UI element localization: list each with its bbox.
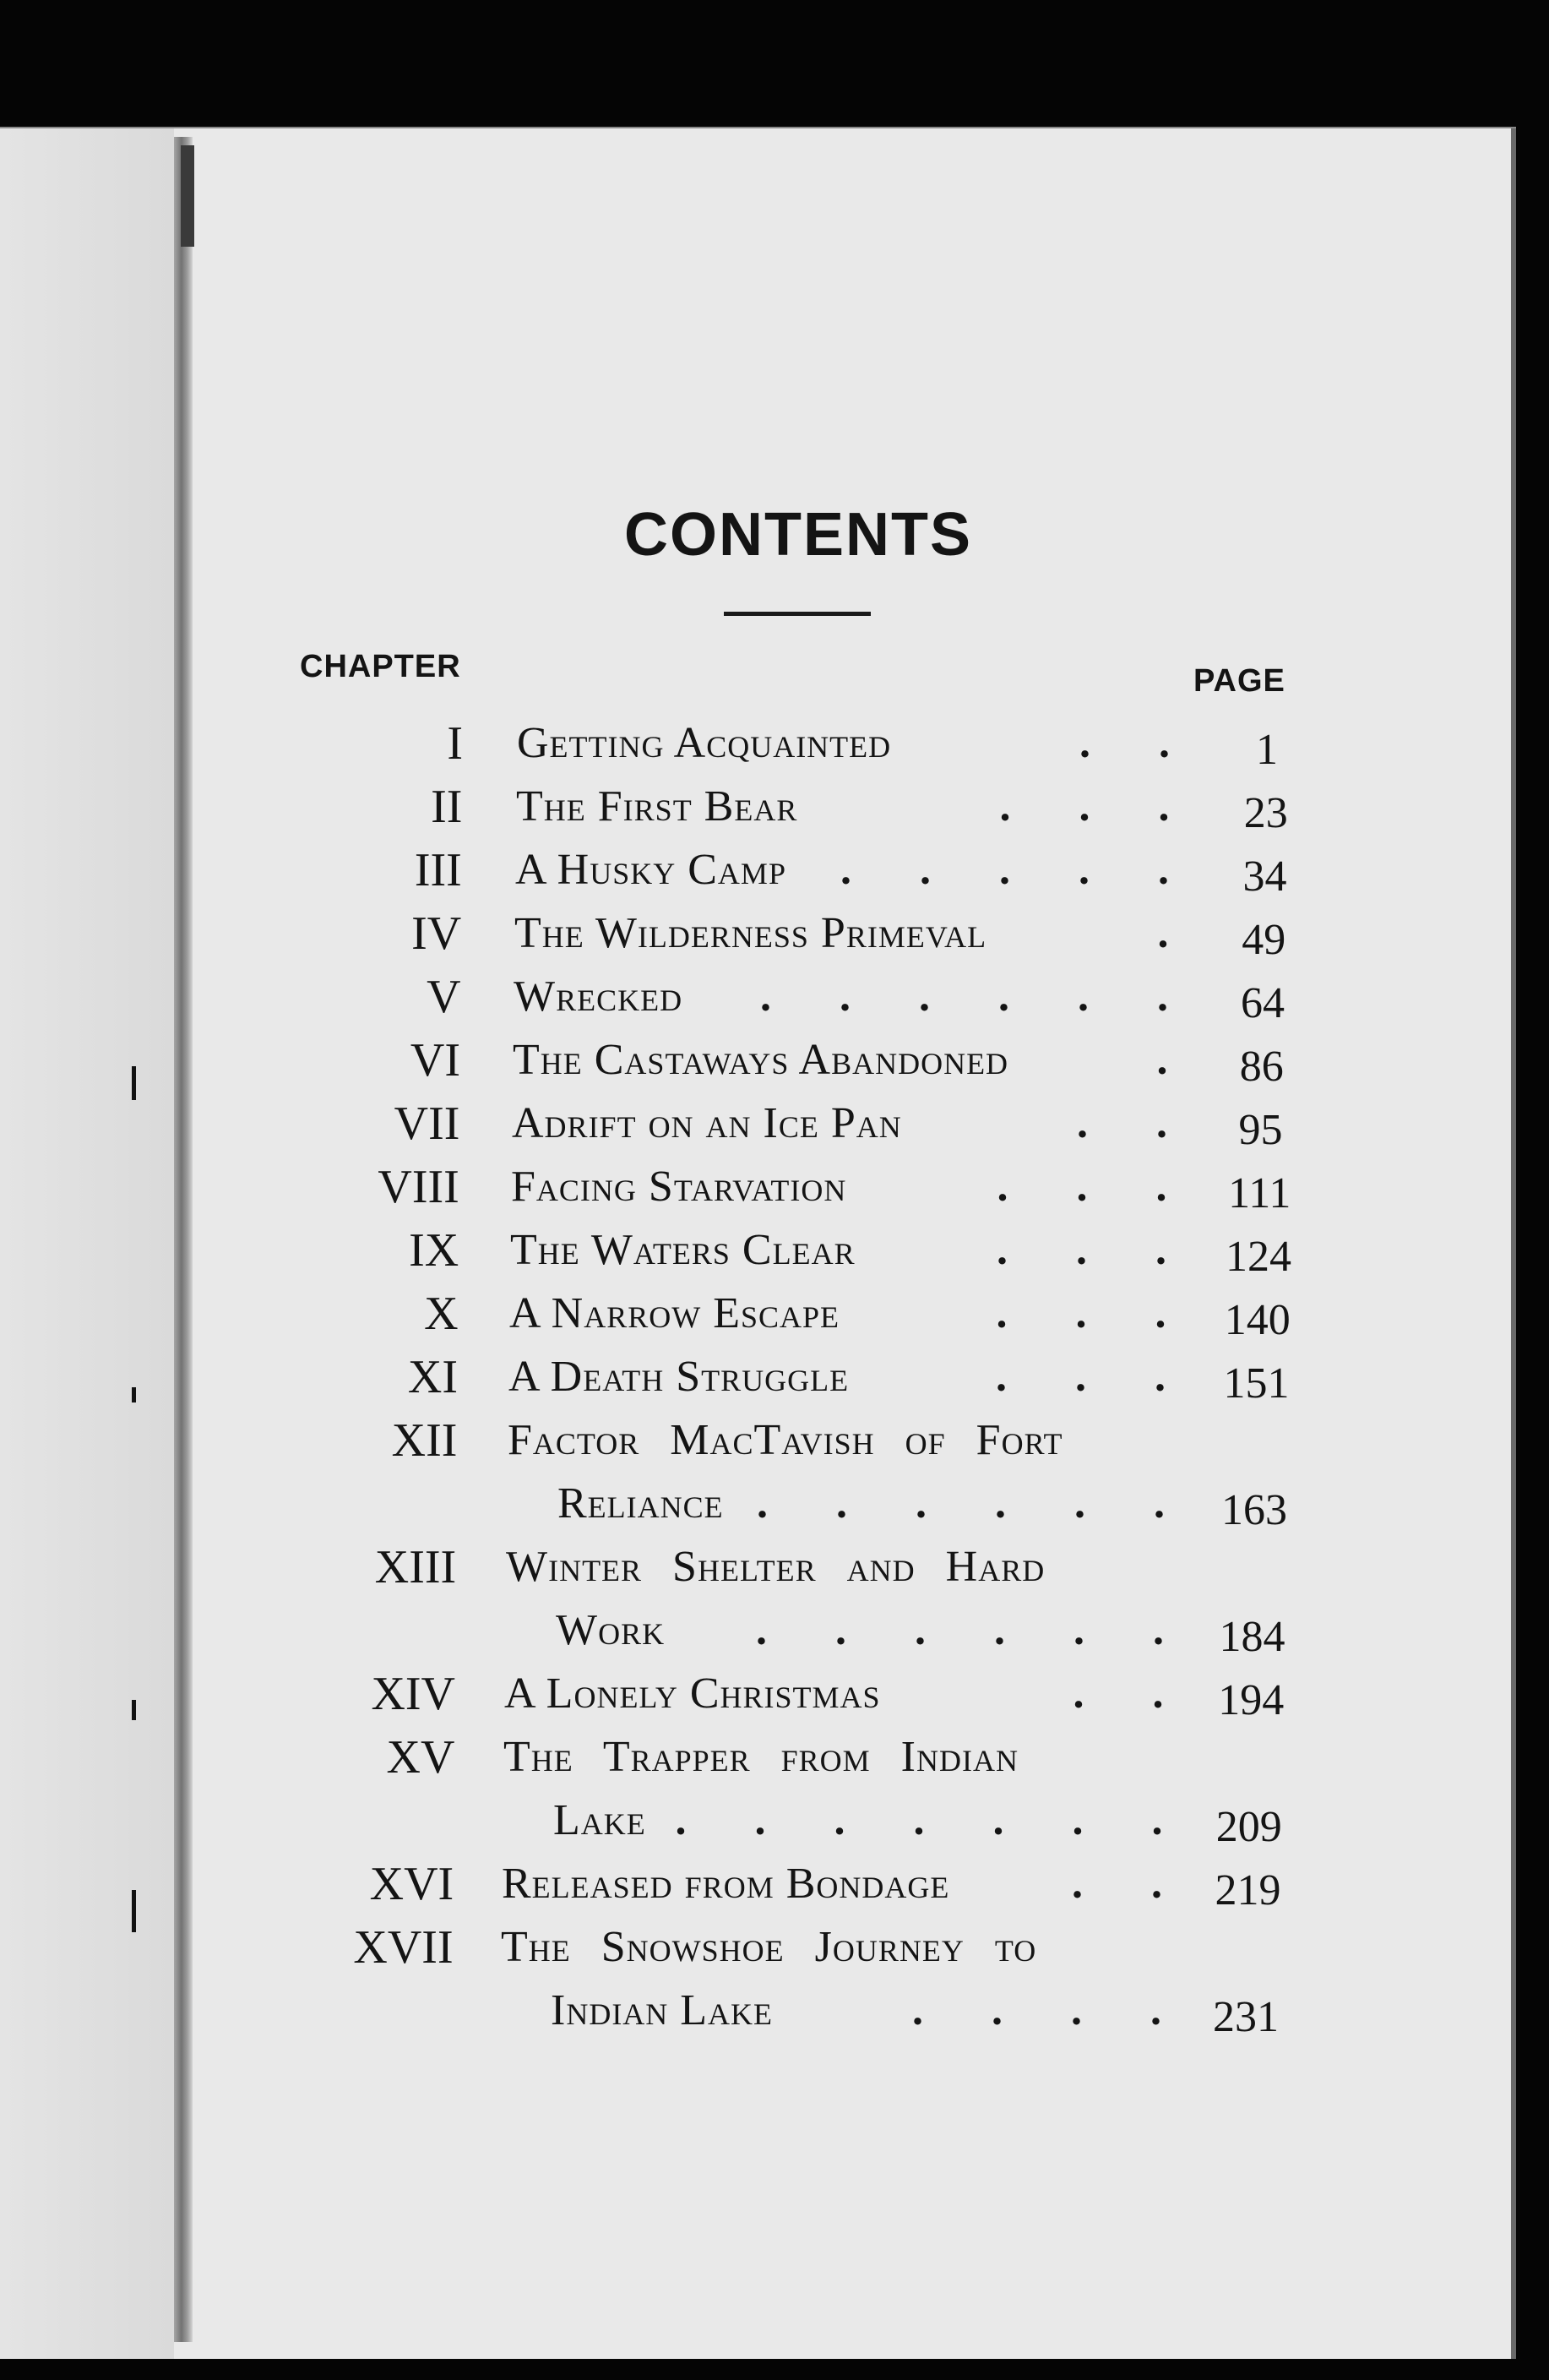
page-number: 140 bbox=[1224, 1296, 1291, 1344]
chapter-title: Indian Lake bbox=[551, 1986, 774, 2034]
page-number: 151 bbox=[1223, 1359, 1290, 1408]
page-number: 95 bbox=[1238, 1106, 1283, 1154]
toc-entry-line bbox=[0, 843, 1549, 901]
toc-entry-line bbox=[0, 1350, 1549, 1408]
leader-dots: . . . bbox=[997, 1163, 1196, 1211]
chapter-title: The Snowshoe Journey to bbox=[501, 1923, 1037, 1971]
chapter-number: XII bbox=[391, 1414, 458, 1467]
toc-entry-line bbox=[0, 1097, 1549, 1154]
chapter-number: XI bbox=[407, 1351, 458, 1403]
chapter-number: III bbox=[414, 844, 462, 896]
toc-entry-line bbox=[0, 1477, 1549, 1534]
toc-entry-line bbox=[0, 716, 1549, 774]
chapter-title: Adrift on an Ice Pan bbox=[512, 1099, 902, 1147]
leader-dots: . bbox=[1157, 909, 1198, 957]
page-number: 111 bbox=[1228, 1169, 1291, 1217]
chapter-number: XIV bbox=[371, 1668, 455, 1720]
chapter-number: II bbox=[431, 781, 463, 833]
page-number: 184 bbox=[1219, 1613, 1285, 1661]
chapter-number: XV bbox=[386, 1731, 455, 1784]
leader-dots: . . . bbox=[996, 1353, 1194, 1401]
chapter-number: VI bbox=[410, 1034, 460, 1087]
chapter-title: The Wilderness Primeval bbox=[514, 909, 987, 957]
toc-entry-line bbox=[0, 907, 1549, 964]
leader-dots: . . bbox=[1073, 1669, 1193, 1718]
leader-dots: . . . . . . . bbox=[675, 1796, 1192, 1844]
toc-entry-line bbox=[0, 780, 1549, 837]
leader-dots: . . . . . . bbox=[760, 972, 1197, 1021]
page-number: 194 bbox=[1218, 1676, 1285, 1724]
chapter-number: XIII bbox=[374, 1541, 457, 1593]
chapter-title: Reliance bbox=[557, 1479, 724, 1528]
toc-entry-line bbox=[0, 970, 1549, 1027]
toc-entry-line bbox=[0, 1033, 1549, 1091]
leader-dots: . . . bbox=[996, 1289, 1195, 1337]
chapter-number: XVII bbox=[353, 1921, 454, 1974]
title-rule bbox=[724, 612, 871, 616]
toc-entry-line bbox=[0, 1540, 1549, 1594]
page-number: 209 bbox=[1215, 1803, 1282, 1851]
toc-entry-line bbox=[0, 1287, 1549, 1344]
chapter-number: IX bbox=[409, 1224, 459, 1277]
leader-dots: . . . . . . bbox=[757, 1479, 1193, 1528]
page-number: 86 bbox=[1239, 1043, 1284, 1091]
chapter-title: The Trapper from Indian bbox=[503, 1733, 1019, 1781]
chapter-title: A Narrow Escape bbox=[509, 1289, 840, 1337]
chapter-title: A Death Struggle bbox=[508, 1353, 850, 1401]
chapter-title: Factor MacTavish of Fort bbox=[508, 1416, 1063, 1464]
page-number: 1 bbox=[1256, 726, 1278, 774]
leader-dots: . . bbox=[1077, 1099, 1196, 1147]
page-number: 23 bbox=[1243, 789, 1288, 837]
leader-dots: . . . . . bbox=[840, 846, 1198, 894]
leader-dots: . . bbox=[1072, 1860, 1191, 1908]
chapter-number: XVI bbox=[369, 1858, 454, 1910]
chapter-number: V bbox=[427, 971, 461, 1023]
chapter-title: Lake bbox=[553, 1796, 646, 1844]
chapter-title: Getting Acquainted bbox=[517, 719, 892, 767]
toc-entry-line bbox=[0, 1667, 1549, 1724]
page-number: 124 bbox=[1226, 1233, 1291, 1281]
leader-dots: . . . . bbox=[912, 1986, 1190, 2034]
chapter-title: Winter Shelter and Hard bbox=[506, 1543, 1046, 1591]
page-number: 49 bbox=[1242, 916, 1286, 964]
chapter-number: VIII bbox=[378, 1161, 459, 1213]
chapter-title: A Husky Camp bbox=[515, 846, 786, 894]
toc-entry-line bbox=[0, 1857, 1549, 1914]
chapter-number: X bbox=[424, 1288, 459, 1340]
chapter-column-header: CHAPTER bbox=[300, 649, 461, 684]
chapter-title: A Lonely Christmas bbox=[504, 1669, 881, 1718]
page-number: 219 bbox=[1215, 1866, 1281, 1914]
page-title: CONTENTS bbox=[624, 501, 972, 569]
leader-dots: . . . bbox=[997, 1226, 1195, 1274]
toc-entry-line bbox=[0, 1223, 1549, 1281]
chapter-title: The First Bear bbox=[516, 782, 798, 831]
chapter-title: Released from Bondage bbox=[502, 1860, 950, 1908]
leader-dots: . . . bbox=[999, 782, 1198, 831]
page-column-header: PAGE bbox=[1193, 663, 1285, 699]
leader-dots: . . bbox=[1079, 719, 1198, 767]
chapter-title: The Castaways Abandoned bbox=[513, 1036, 1009, 1084]
page-number: 163 bbox=[1221, 1486, 1287, 1534]
chapter-number: VII bbox=[394, 1097, 460, 1150]
toc-entry-line bbox=[0, 1794, 1549, 1851]
toc-entry-line bbox=[0, 1920, 1549, 1974]
chapter-number: IV bbox=[411, 907, 462, 960]
toc-entry-line bbox=[0, 1413, 1549, 1468]
leader-dots: . bbox=[1156, 1036, 1197, 1084]
page-number: 34 bbox=[1242, 852, 1287, 901]
toc-entry-line bbox=[0, 1984, 1549, 2041]
toc-entry-line bbox=[0, 1160, 1549, 1217]
chapter-title: Wrecked bbox=[514, 972, 683, 1021]
leader-dots: . . . . . . bbox=[756, 1606, 1193, 1654]
toc-entry-line bbox=[0, 1604, 1549, 1661]
page-number: 231 bbox=[1213, 1993, 1279, 2041]
chapter-title: Facing Starvation bbox=[511, 1163, 847, 1211]
page-number: 64 bbox=[1241, 979, 1285, 1027]
toc-entry-line bbox=[0, 1730, 1549, 1784]
chapter-title: The Waters Clear bbox=[510, 1226, 856, 1274]
chapter-title: Work bbox=[556, 1606, 666, 1654]
chapter-number: I bbox=[447, 717, 463, 770]
